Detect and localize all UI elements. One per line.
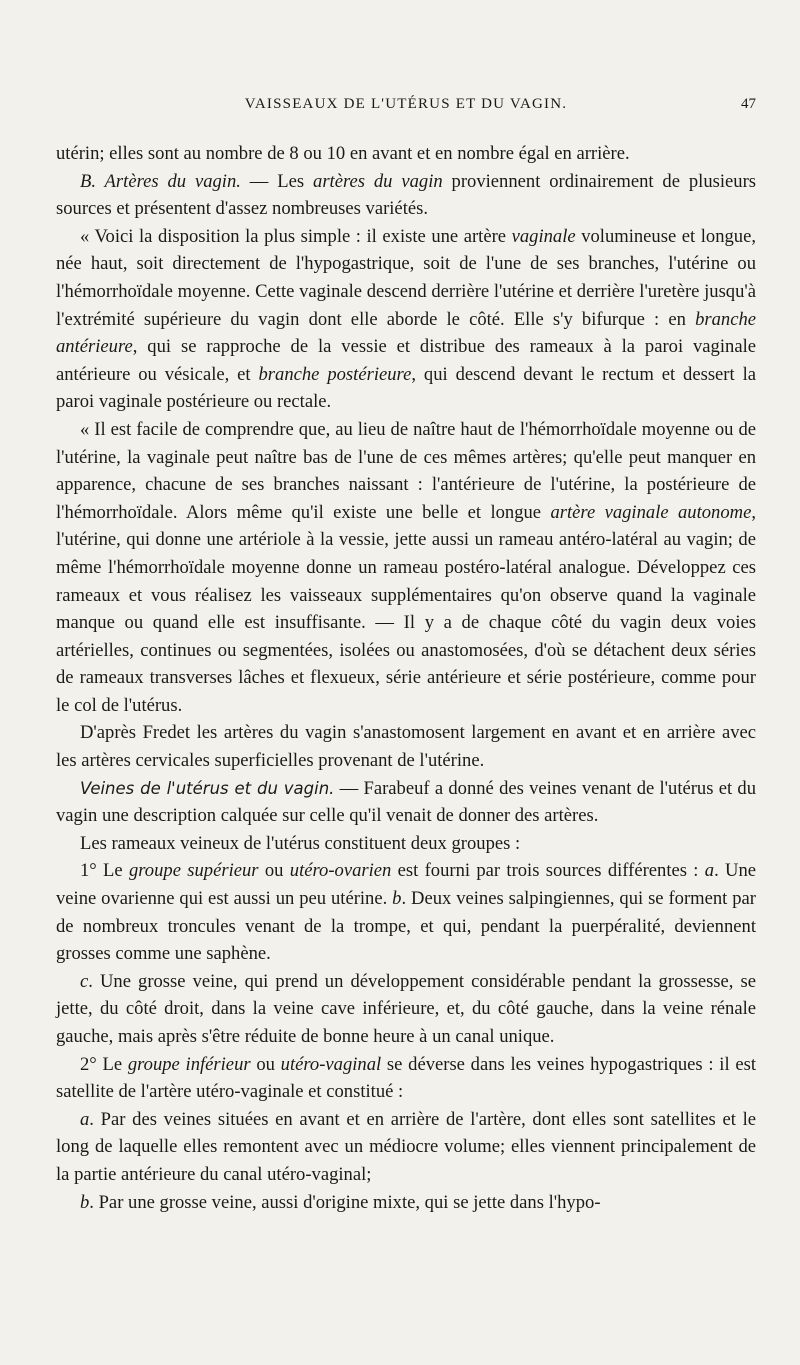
page-number: 47 [741,96,756,112]
paragraph-12: b. Par une grosse veine, aussi d'origine mixte, qui se jette dans l'hypo- [80,1191,601,1213]
paragraph-2: B. Artères du vagin. — Les artères du vagin proviennent ordinairement de plusieurs sources et présentent d'assez nombreuses variétés. [56,170,756,220]
paragraph-10: 2° Le groupe inférieur ou utéro-vaginal se déverse dans les veines hypogastriques : il est satellite de l'artère utéro-vaginale et constitué : [56,1053,757,1103]
paragraph-3: « Voici la disposition la plus simple : il existe une artère vaginale volumineuse et longue, née haut, soit directement de l'hypogastrique, soit de l'une de ses branches, l'utérine ou l'hémorrhoïdale moyenne. Cette vaginale descend derrière l'utérine et derrière l'uretère jusqu'à l'extrémité supérieure du vagin dont elle aborde le côté. Elle s'y bifurque : en branche antérieure, qui se rapproche de la vessie et distribue des rameaux à la paroi vaginale antérieure ou vésicale, et branche postérieure, qui descend devant le rectum et dessert la paroi vaginale postérieure ou rectale. [56,225,757,413]
paragraph-8: 1° Le groupe supérieur ou utéro-ovarien est fourni par trois sources différentes : a. Une veine ovarienne qui est aussi un peu utérine. b. Deux veines salpingiennes, qui se forment par de nombreux troncules venant de la trompe, et qui, pendant la puerpéralité, deviennent grosses comme une saphène. [56,860,757,965]
paragraph-9: c. Une grosse veine, qui prend un développement considérable pendant la grossesse, se jette, du côté droit, dans la veine cave inférieure, et, du côté gauche, dans la veine rénale gauche, mais après s'être réduite de bonne heure à un canal unique. [56,970,756,1047]
paragraph-5: D'après Fredet les artères du vagin s'anastomosent largement en avant et en arrière avec les artères cervicales superficielles provenant de l'utérine. [56,722,756,772]
paragraph-6: Veines de l'utérus et du vagin. — Farabeuf a donné des veines venant de l'utérus et du vagin une description calquée sur celle qu'il venait de donner des artères. [56,777,756,827]
page-header [56,96,756,122]
paragraph-1: utérin; elles sont au nombre de 8 ou 10 en avant et en nombre égal en arrière. [56,143,630,164]
paragraph-4: « Il est facile de comprendre que, au lieu de naître haut de l'hémorrhoïdale moyenne ou de l'utérine, la vaginale peut naître bas de l'une de ces mêmes artères; qu'elle peut manquer en apparence, chacune de ses branches naissant : l'antérieure de l'utérine, la postérieure de l'hémorrhoïdale. Alors même qu'il existe une belle et longue artère vaginale autonome, l'utérine, qui donne une artériole à la vessie, jette aussi un rameau antéro-latéral au vagin; de même l'hémorrhoïdale moyenne donne un rameau postéro-latéral analogue. Développez ces rameaux et vous réalisez les vaisseaux supplémentaires qu'on observe quand la vaginale manque ou quand elle est insuffisante. — Il y a de chaque côté du vagin deux voies artérielles, continues ou segmentées, isolées ou anastomosées, d'où se détachent deux séries de rameaux transverses lâches et flexueux, série antérieure et série postérieure, comme pour le col de l'utérus. [56,418,756,716]
paragraph-11: a. Par des veines situées en avant et en arrière de l'artère, dont elles sont satellites et le long de laquelle elles remontent avec un médiocre volume; elles viennent principalement de la partie antérieure du canal utéro-vaginal; [56,1108,756,1185]
body-text [56,140,756,1216]
running-title: VAISSEAUX DE L'UTÉRUS ET DU VAGIN. [244,96,568,112]
paragraph-7: Les rameaux veineux de l'utérus constituent deux groupes : [80,832,521,854]
